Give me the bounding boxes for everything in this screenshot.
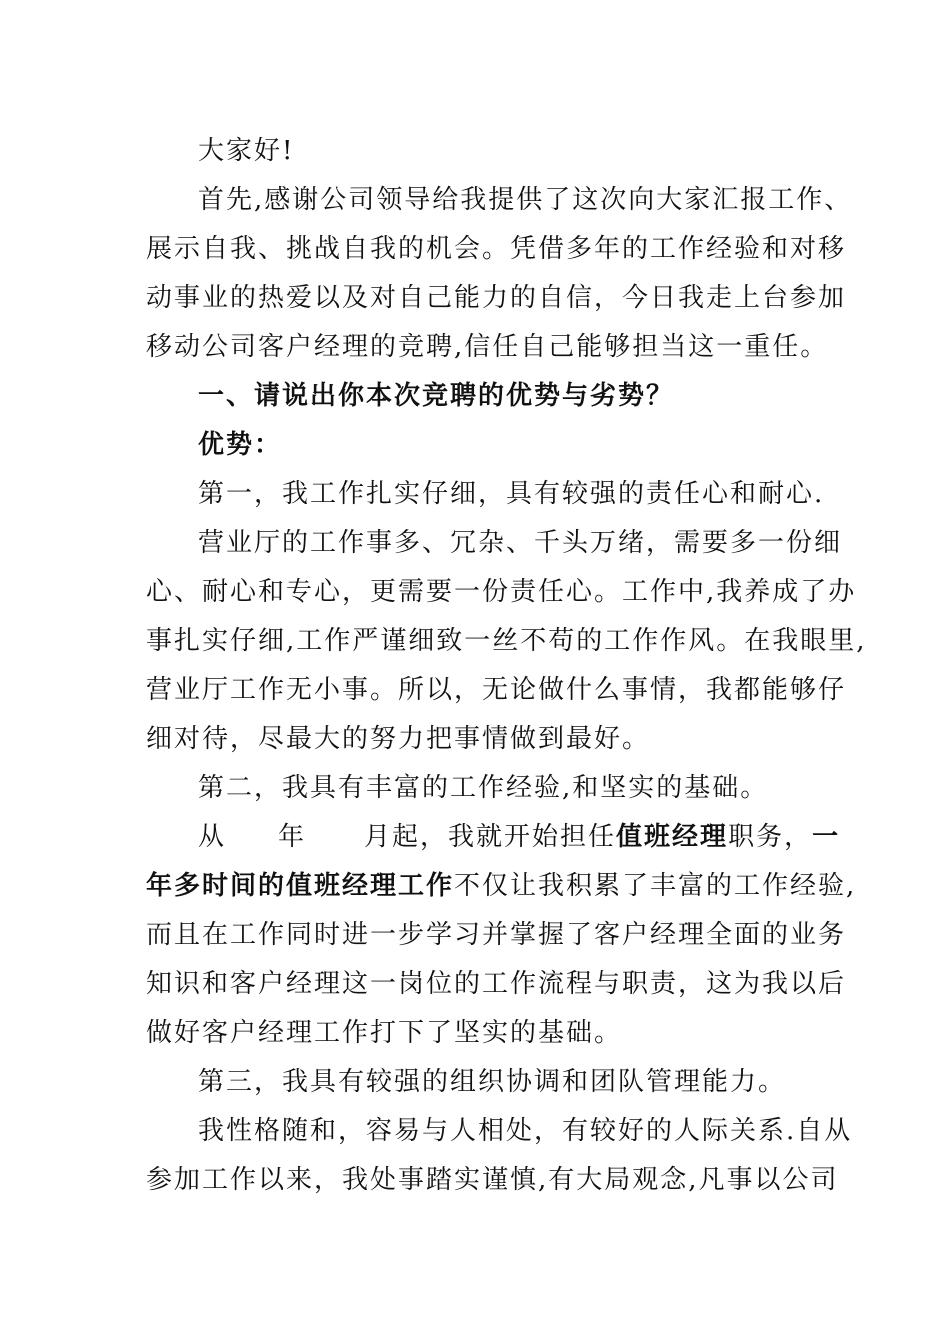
greeting: 大家好! [198,136,295,166]
paragraph-line: 移动公司客户经理的竞聘,信任自己能够担当这一重任。 [146,332,829,362]
bold-text: 值班经理 [616,822,729,852]
text-segment: 从 [198,822,227,852]
bold-text: 一 [812,822,841,852]
text-segment: 年 [278,822,307,852]
paragraph-line: 心、耐心和专心，更需要一份责任心。工作中,我养成了办 [146,577,857,607]
paragraph-line-mixed [146,862,857,911]
paragraph-line: 营业厅的工作事多、冗杂、千头万绪，需要多一份细 [198,528,843,558]
paragraph-line: 而且在工作同时进一步学习并掌握了客户经理全面的业务 [146,920,847,950]
paragraph-line: 首先,感谢公司领导给我提供了这次向大家汇报工作、 [198,185,853,215]
section-heading: 一、请说出你本次竞聘的优势与劣势？ [198,381,675,411]
paragraph-line: 事扎实仔细,工作严谨细致一丝不苟的工作作风。在我眼里, [146,626,867,656]
text-segment: 月起，我就开始担任 [364,822,617,852]
paragraph-line-mixed [146,813,841,862]
paragraph-line: 营业厅工作无小事。所以，无论做什么事情，我都能够仔 [146,675,847,705]
document-page [146,127,867,1205]
paragraph-line: 做好客户经理工作打下了坚实的基础。 [146,1018,623,1048]
point-heading: 第二，我具有丰富的工作经验,和坚实的基础。 [198,773,769,803]
paragraph-line: 动事业的热爱以及对自己能力的自信，今日我走上台参加 [146,283,847,313]
subsection-heading: 优势： [198,430,283,460]
point-heading: 第三，我具有较强的组织协调和团队管理能力。 [198,1067,787,1097]
paragraph-line: 知识和客户经理这一岗位的工作流程与职责，这为我以后 [146,969,847,999]
paragraph-line: 参加工作以来，我处事踏实谨慎,有大局观念,凡事以公司 [146,1165,839,1195]
paragraph-line: 细对待，尽最大的努力把事情做到最好。 [146,724,651,754]
text-segment: 不仅让我积累了丰富的工作经验, [454,871,857,901]
point-heading: 第一，我工作扎实仔细，具有较强的责任心和耐心. [198,479,825,509]
paragraph-line: 展示自我、挑战自我的机会。凭借多年的工作经验和对移 [146,234,847,264]
paragraph-line: 我性格随和，容易与人相处，有较好的人际关系.自从 [198,1116,853,1146]
bold-text: 年多时间的值班经理工作 [146,871,455,901]
text-segment: 职务， [728,822,813,852]
